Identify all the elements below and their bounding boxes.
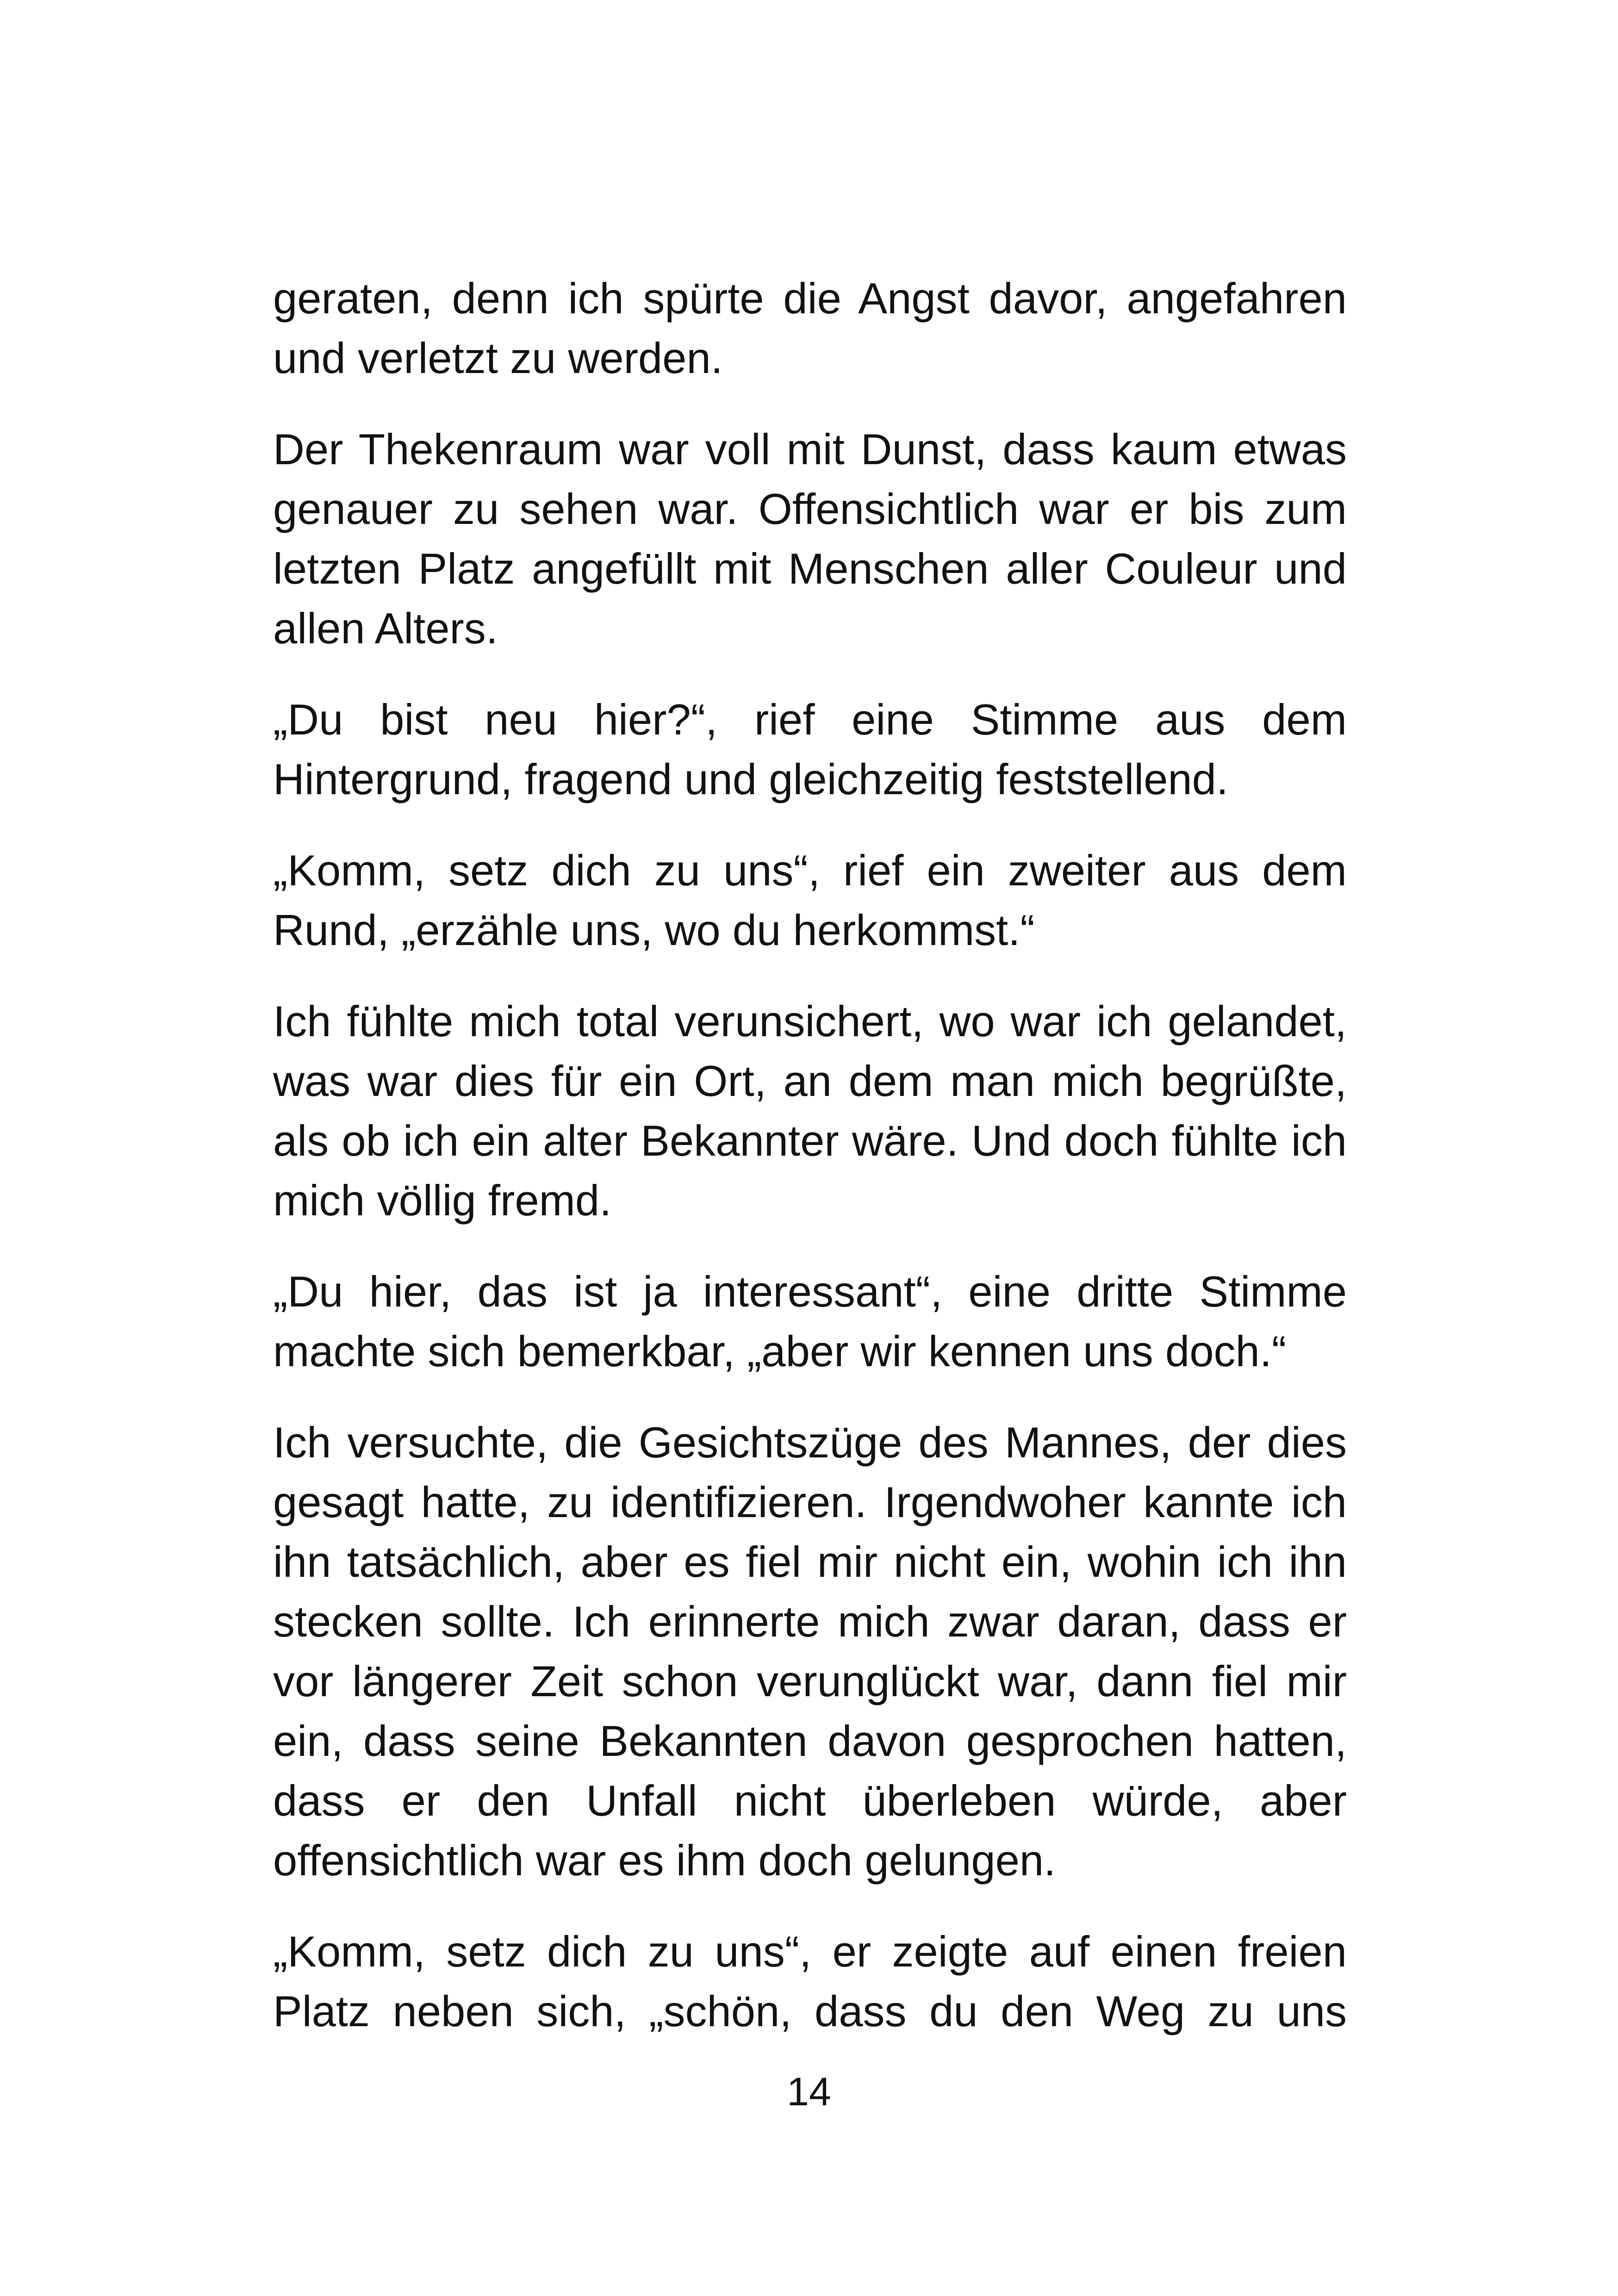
body-text (273, 268, 1347, 2072)
paragraph-7: Ich versuchte, die Gesichtszüge des Mannes, der dies gesagt hatte, zu identifizieren. Irgendwoher kannte ich ihn tatsächlich, aber es fiel mir nicht ein, wohin ich ihn stecken sollte. Ich erinnerte mich zwar daran, dass er vor längerer Zeit schon verunglückt war, dann fiel mir ein, dass seine Bekannten davon gesprochen hatten, dass er den Unfall nicht überleben würde, aber offensichtlich war es ihm doch gelungen. (273, 1418, 1347, 1885)
paragraph-5: Ich fühlte mich total verunsichert, wo war ich gelandet, was war dies für ein Ort, an dem man mich begrüßte, als ob ich ein alter Bekannter wäre. Und doch fühlte ich mich völlig fremd. (273, 997, 1347, 1225)
paragraph-1: geraten, denn ich spürte die Angst davor, angefahren und verletzt zu werden. (273, 274, 1347, 382)
paragraph-3: „Du bist neu hier?“, rief eine Stimme aus dem Hintergrund, fragend und gleichzeitig feststellend. (273, 695, 1347, 803)
paragraph-4: „Komm, setz dich zu uns“, rief ein zweiter aus dem Rund, „erzähle uns, wo du herkommst.“ (273, 846, 1347, 954)
paragraph-6: „Du hier, das ist ja interessant“, eine dritte Stimme machte sich bemerkbar, „aber wir kennen uns doch.“ (273, 1267, 1347, 1375)
page-number: 14 (787, 2070, 831, 2114)
paragraph-8: „Komm, setz dich zu uns“, er zeigte auf einen freien Platz neben sich, „schön, dass du den Weg zu uns (273, 1927, 1347, 2035)
paragraph-2: Der Thekenraum war voll mit Dunst, dass kaum etwas genauer zu sehen war. Offensichtlich war er bis zum letzten Platz angefüllt mit Menschen aller Couleur und allen Alters. (273, 425, 1347, 653)
